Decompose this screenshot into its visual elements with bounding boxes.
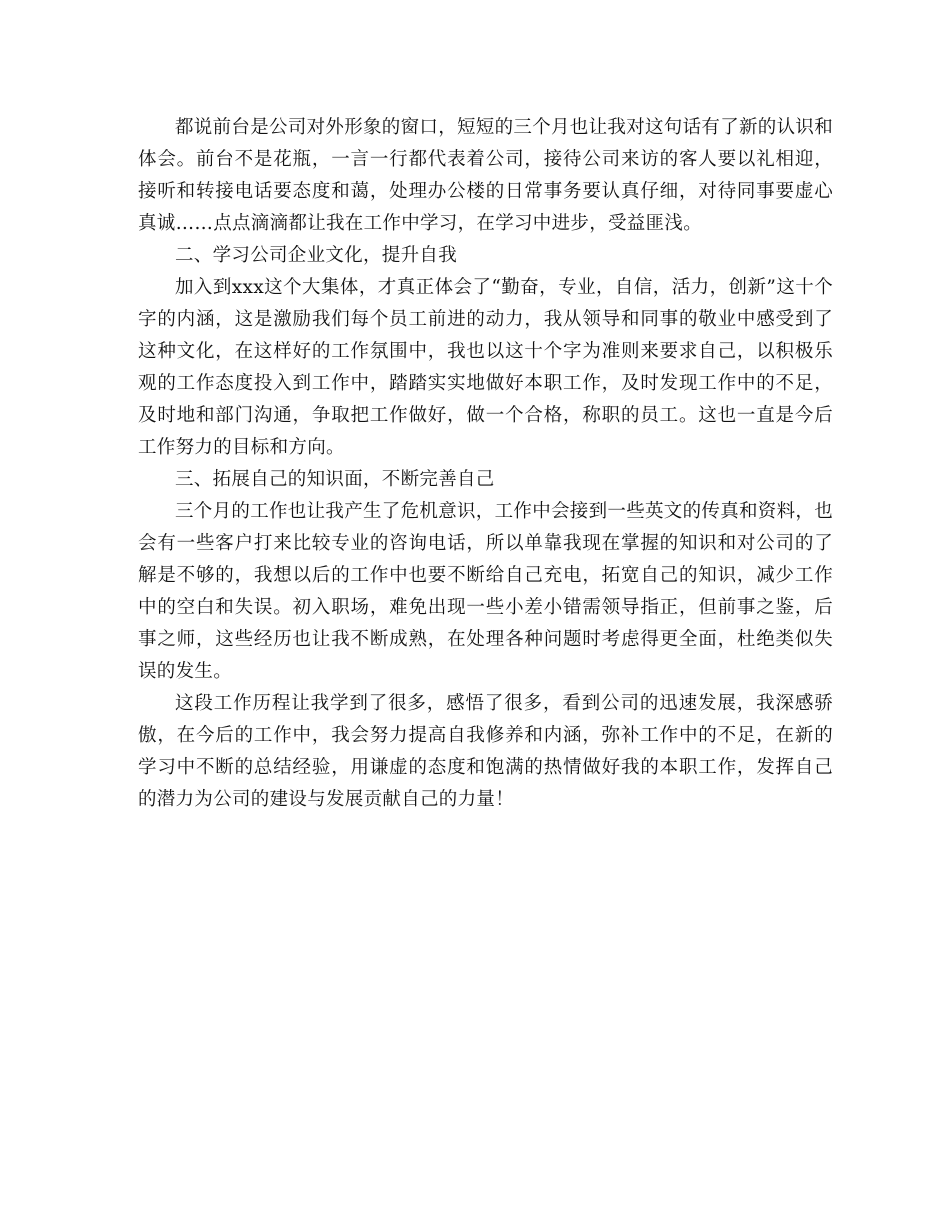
paragraph-company-culture: 加入到xxx这个大集体，才真正体会了“勤奋，专业，自信，活力，创新”这十个字的内涵，这是激励我们每个员工前进的动力，我从领导和同事的敬业中感受到了这种文化，在这样好的工作氛围中，我也以这十个字为准则来要求自己，以积极乐观的工作态度投入到工作中，踏踏实实地做好本职工作，及时发现工作中的不足，及时地和部门沟通，争取把工作做好，做一个合格，称职的员工。这也一直是今后工作努力的目标和方向。 xyxy=(138,277,833,458)
paragraph-conclusion: 这段工作历程让我学到了很多，感悟了很多，看到公司的迅速发展，我深感骄傲，在今后的工作中，我会努力提高自我修养和内涵，弥补工作中的不足，在新的学习中不断的总结经验，用谦虚的态度和饱满的热情做好我的本职工作，发挥自己的潜力为公司的建设与发展贡献自己的力量！ xyxy=(138,693,833,810)
document-body xyxy=(138,112,833,816)
heading-company-culture: 二、学习公司企业文化，提升自我 xyxy=(175,245,458,266)
heading-knowledge: 三、拓展自己的知识面，不断完善自己 xyxy=(175,469,495,490)
paragraph-knowledge: 三个月的工作也让我产生了危机意识，工作中会接到一些英文的传真和资料，也会有一些客户打来比较专业的咨询电话，所以单靠我现在掌握的知识和对公司的了解是不够的，我想以后的工作中也要不断给自己充电，拓宽自己的知识，减少工作中的空白和失误。初入职场，难免出现一些小差小错需领导指正，但前事之鉴，后事之师，这些经历也让我不断成熟，在处理各种问题时考虑得更全面，杜绝类似失误的发生。 xyxy=(138,501,834,682)
paragraph-front-desk: 都说前台是公司对外形象的窗口，短短的三个月也让我对这句话有了新的认识和体会。前台不是花瓶，一言一行都代表着公司，接待公司来访的客人要以礼相迎，接听和转接电话要态度和蔼，处理办公楼的日常事务要认真仔细，对待同事要虚心真诚……点点滴滴都让我在工作中学习，在学习中进步，受益匪浅。 xyxy=(138,117,834,234)
